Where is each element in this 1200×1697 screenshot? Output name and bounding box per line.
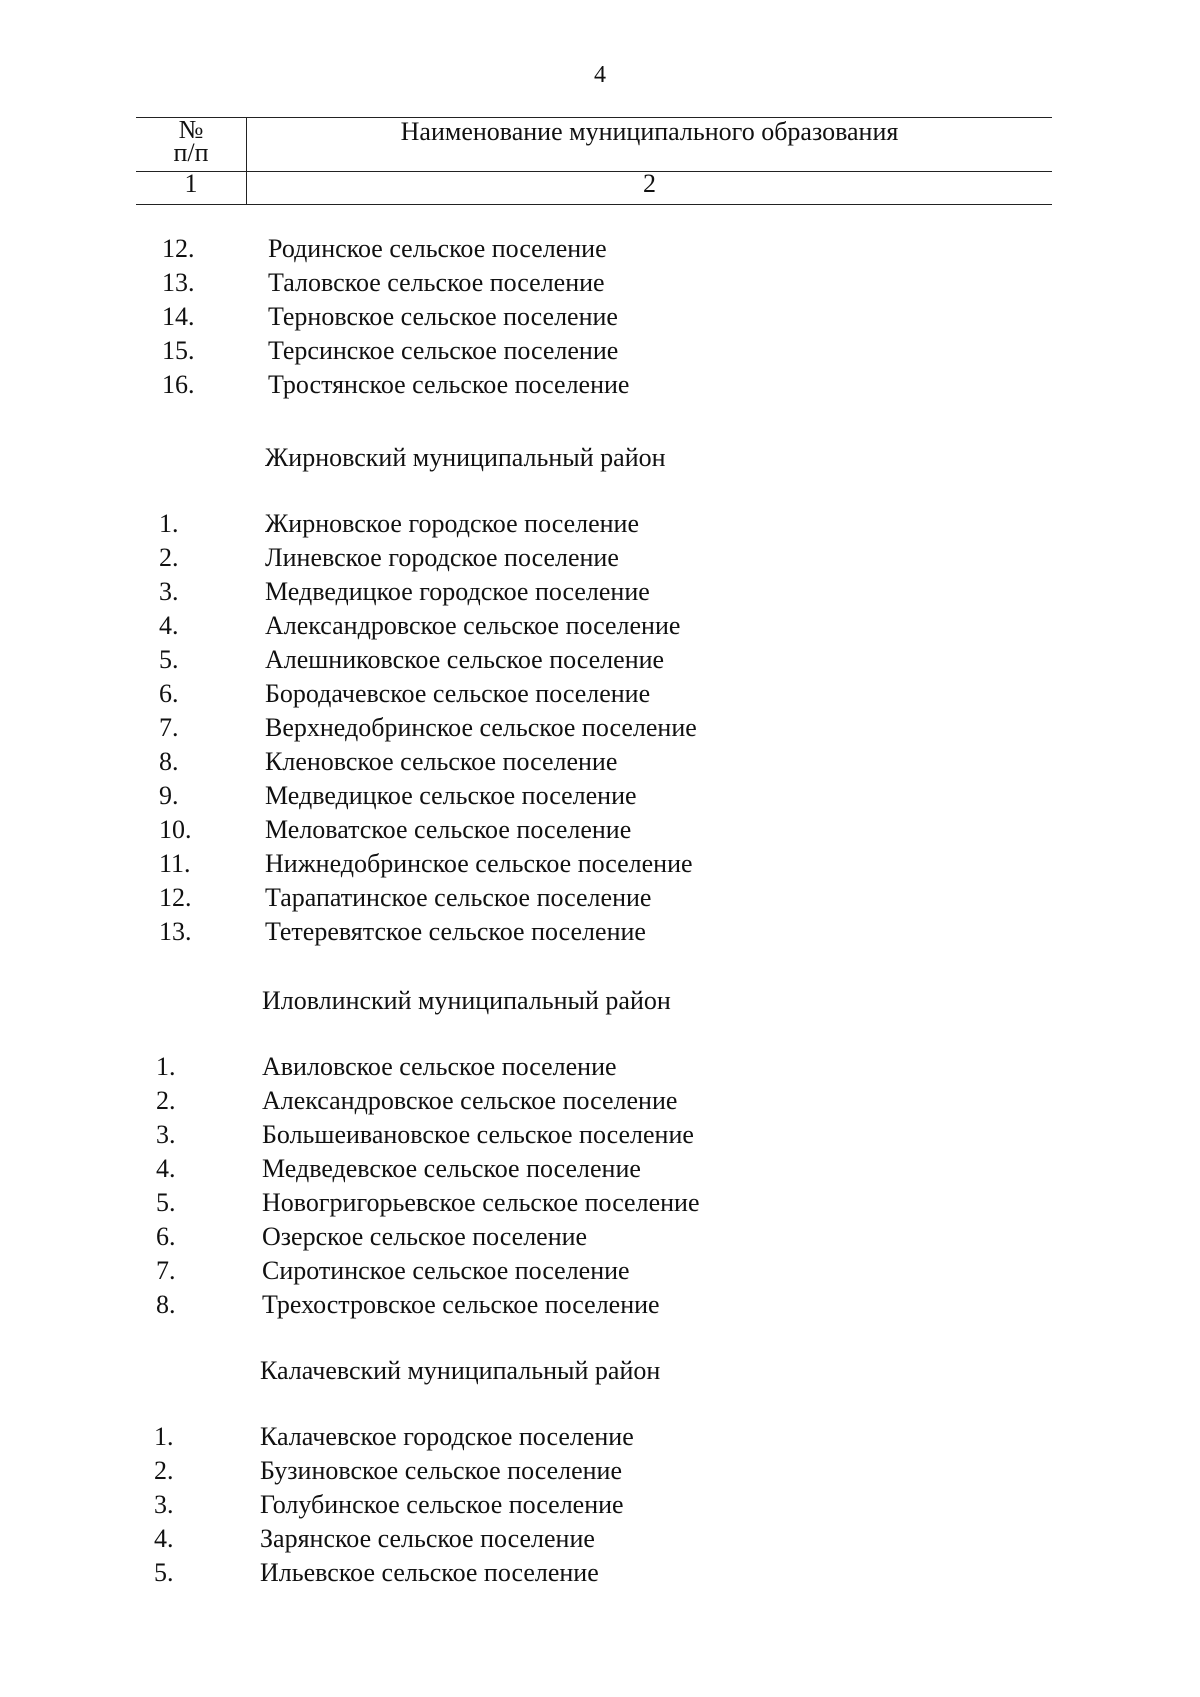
item-name: Медведицкое сельское поселение bbox=[265, 781, 637, 810]
list-item bbox=[155, 813, 697, 847]
list-item bbox=[158, 334, 629, 368]
item-name: Нижнедобринское сельское поселение bbox=[265, 849, 693, 878]
district-title: Иловлинский муниципальный район bbox=[262, 986, 671, 1015]
item-number: 4. bbox=[154, 1524, 174, 1553]
list-item bbox=[152, 1050, 699, 1084]
item-number: 8. bbox=[159, 747, 179, 776]
item-number: 3. bbox=[154, 1490, 174, 1519]
list-item bbox=[155, 677, 697, 711]
item-number: 10. bbox=[159, 815, 192, 844]
list-item bbox=[158, 368, 629, 402]
item-name: Тарапатинское сельское поселение bbox=[265, 883, 652, 912]
item-name: Верхнедобринское сельское поселение bbox=[265, 713, 697, 742]
list-item bbox=[150, 1556, 660, 1590]
item-name: Медведицкое городское поселение bbox=[265, 577, 650, 606]
list-item bbox=[150, 1420, 660, 1454]
list-item bbox=[152, 1084, 699, 1118]
list-item bbox=[158, 300, 629, 334]
item-number: 16. bbox=[162, 370, 195, 399]
header-number-abbrev: п/п bbox=[173, 138, 209, 167]
item-name: Александровское сельское поселение bbox=[265, 611, 681, 640]
header-number-column bbox=[136, 115, 247, 172]
list-item bbox=[152, 1152, 699, 1186]
item-name: Бузиновское сельское поселение bbox=[260, 1456, 622, 1485]
list-item bbox=[152, 1220, 699, 1254]
section-ilovlinsky bbox=[152, 984, 699, 1322]
item-number: 2. bbox=[154, 1456, 174, 1485]
list-item bbox=[158, 232, 629, 266]
list-item bbox=[152, 1254, 699, 1288]
item-number: 1. bbox=[156, 1052, 176, 1081]
item-name: Трехостровское сельское поселение bbox=[262, 1290, 660, 1319]
list-item bbox=[158, 266, 629, 300]
item-name: Терновское сельское поселение bbox=[268, 302, 618, 331]
item-number: 13. bbox=[162, 268, 195, 297]
item-name: Голубинское сельское поселение bbox=[260, 1490, 624, 1519]
district-title: Жирновский муниципальный район bbox=[265, 443, 666, 472]
list-item bbox=[150, 1522, 660, 1556]
item-number: 3. bbox=[159, 577, 179, 606]
header-index-row bbox=[136, 172, 1052, 205]
item-name: Терсинское сельское поселение bbox=[268, 336, 619, 365]
item-name: Калачевское городское поселение bbox=[260, 1422, 634, 1451]
list-item bbox=[155, 915, 697, 949]
item-number: 3. bbox=[156, 1120, 176, 1149]
list-item bbox=[150, 1454, 660, 1488]
item-name: Кленовское сельское поселение bbox=[265, 747, 618, 776]
item-name: Новогригорьевское сельское поселение bbox=[262, 1188, 700, 1217]
header-row bbox=[136, 118, 1052, 172]
item-number: 14. bbox=[162, 302, 195, 331]
district-title: Калачевский муниципальный район bbox=[260, 1356, 661, 1385]
item-name: Таловское сельское поселение bbox=[268, 268, 605, 297]
header-index-1: 1 bbox=[136, 172, 247, 205]
item-name: Тетеревятское сельское поселение bbox=[265, 917, 646, 946]
item-number: 5. bbox=[156, 1188, 176, 1217]
list-item bbox=[152, 1288, 699, 1322]
item-number: 4. bbox=[159, 611, 179, 640]
section-continuation bbox=[158, 232, 629, 402]
item-number: 2. bbox=[159, 543, 179, 572]
item-name: Жирновское городское поселение bbox=[265, 509, 640, 538]
item-name: Медведевское сельское поселение bbox=[262, 1154, 641, 1183]
item-name: Зарянское сельское поселение bbox=[260, 1524, 595, 1553]
header-number-symbol: № bbox=[178, 115, 204, 144]
item-number: 7. bbox=[159, 713, 179, 742]
item-number: 13. bbox=[159, 917, 192, 946]
list-item bbox=[152, 1118, 699, 1152]
list-item bbox=[155, 881, 697, 915]
list-item bbox=[155, 745, 697, 779]
item-number: 9. bbox=[159, 781, 179, 810]
item-number: 1. bbox=[154, 1422, 174, 1451]
item-number: 6. bbox=[159, 679, 179, 708]
item-name: Меловатское сельское поселение bbox=[265, 815, 632, 844]
item-number: 7. bbox=[156, 1256, 176, 1285]
item-number: 12. bbox=[162, 234, 195, 263]
list-item bbox=[155, 847, 697, 881]
item-number: 5. bbox=[154, 1558, 174, 1587]
item-number: 1. bbox=[159, 509, 179, 538]
item-number: 4. bbox=[156, 1154, 176, 1183]
item-name: Ильевское сельское поселение bbox=[260, 1558, 599, 1587]
item-name: Озерское сельское поселение bbox=[262, 1222, 588, 1251]
list-item bbox=[155, 779, 697, 813]
table-header bbox=[136, 117, 1052, 205]
page-number: 4 bbox=[594, 62, 606, 88]
item-number: 11. bbox=[159, 849, 191, 878]
item-name: Алешниковское сельское поселение bbox=[265, 645, 665, 674]
header-name-column: Наименование муниципального образования bbox=[247, 118, 1053, 172]
header-index-2: 2 bbox=[247, 172, 1053, 205]
item-name: Сиротинское сельское поселение bbox=[262, 1256, 630, 1285]
item-number: 12. bbox=[159, 883, 192, 912]
item-name: Тростянское сельское поселение bbox=[268, 370, 630, 399]
item-name: Большеивановское сельское поселение bbox=[262, 1120, 694, 1149]
section-kalachevsky bbox=[150, 1354, 660, 1590]
item-name: Линевское городское поселение bbox=[265, 543, 619, 572]
list-item bbox=[152, 1186, 699, 1220]
item-number: 5. bbox=[159, 645, 179, 674]
list-item bbox=[155, 507, 697, 541]
list-item bbox=[155, 711, 697, 745]
list-item bbox=[155, 643, 697, 677]
item-name: Бородачевское сельское поселение bbox=[265, 679, 651, 708]
list-item bbox=[155, 609, 697, 643]
item-number: 2. bbox=[156, 1086, 176, 1115]
item-number: 8. bbox=[156, 1290, 176, 1319]
section-zhirnovsky bbox=[155, 441, 697, 949]
item-number: 6. bbox=[156, 1222, 176, 1251]
item-number: 15. bbox=[162, 336, 195, 365]
list-item bbox=[155, 575, 697, 609]
item-name: Александровское сельское поселение bbox=[262, 1086, 678, 1115]
list-item bbox=[150, 1488, 660, 1522]
list-item bbox=[155, 541, 697, 575]
item-name: Авиловское сельское поселение bbox=[262, 1052, 617, 1081]
item-name: Родинское сельское поселение bbox=[268, 234, 607, 263]
